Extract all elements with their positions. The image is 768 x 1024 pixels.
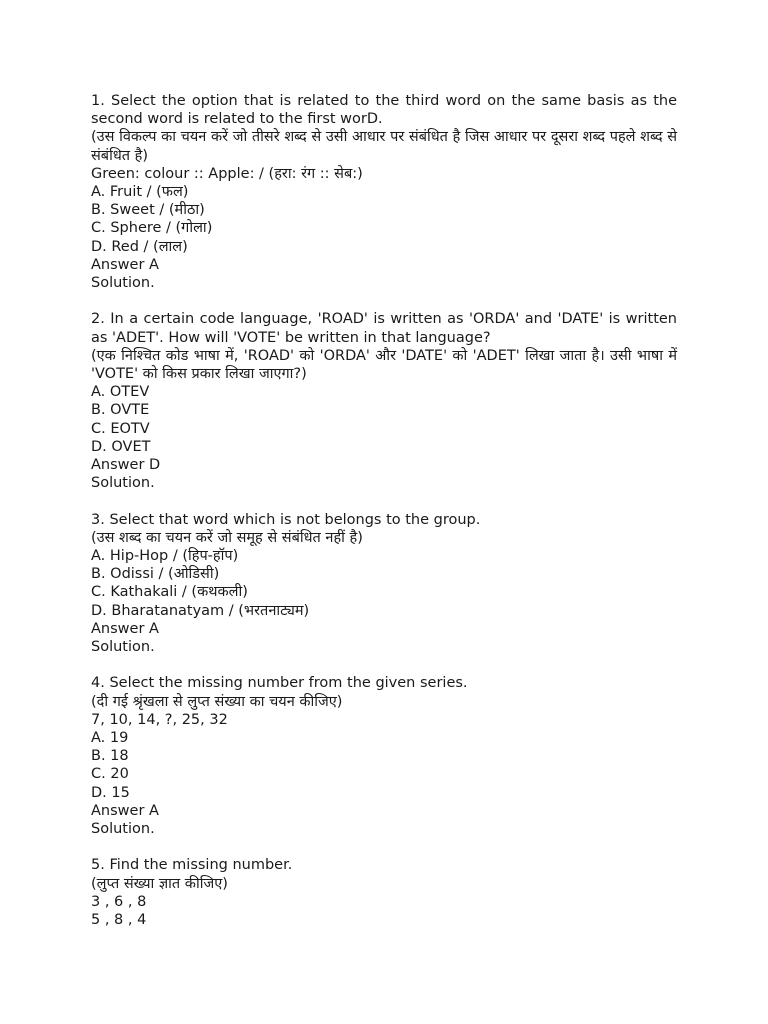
question-3 xyxy=(91,511,677,657)
question-prompt: Green: colour :: Apple: / (हरा: रंग :: सेब:) xyxy=(91,165,363,182)
option-a: A. OTEV xyxy=(91,384,150,401)
option-a: A. Hip-Hop / (हिप-हॉप) xyxy=(91,548,239,565)
solution-line: Solution. xyxy=(91,639,155,656)
question-text: 1. Select the option that is related to the third word on the same basis as the second word is related to the first worD. xyxy=(91,93,677,128)
question-text-hindi: (उस शब्द का चयन करें जो समूह से संबंधित नहीं है) xyxy=(91,529,363,546)
question-text-hindi: (उस विकल्प का चयन करें जो तीसरे शब्द से उसी आधार पर संबंधित है जिस आधार पर दूसरा शब्द पहले शब्द से संबंधित है) xyxy=(91,129,677,164)
option-b: B. OVTE xyxy=(91,402,150,419)
option-c: C. Kathakali / (कथकली) xyxy=(91,584,248,601)
question-text: 2. In a certain code language, 'ROAD' is written as 'ORDA' and 'DATE' is written as 'ADET'. How will 'VOTE' be written in that language? xyxy=(91,311,677,346)
answer-line: Answer A xyxy=(91,620,159,637)
answer-line: Answer D xyxy=(91,457,161,474)
question-5 xyxy=(91,856,677,929)
option-a: A. Fruit / (फल) xyxy=(91,184,189,201)
option-c: C. EOTV xyxy=(91,420,150,437)
question-4 xyxy=(91,674,677,838)
question-text: 5. Find the missing number. xyxy=(91,857,293,874)
option-a: A. 19 xyxy=(91,730,129,747)
question-text-hindi: (एक निश्चित कोड भाषा में, 'ROAD' को 'ORDA' और 'DATE' को 'ADET' लिखा जाता है। उसी भाषा में 'VOTE' को किस प्रकार लिखा जाएगा?) xyxy=(91,347,677,383)
question-list xyxy=(91,92,677,947)
question-text-hindi: (दी गई श्रृंखला से लुप्त संख्या का चयन कीजिए) xyxy=(91,693,343,710)
question-text-hindi: (लुप्त संख्या ज्ञात कीजिए) xyxy=(91,875,228,892)
option-b: B. Odissi / (ओडिसी) xyxy=(91,566,220,583)
option-b: B. 18 xyxy=(91,748,129,765)
option-d: D. Bharatanatyam / (भरतनाट्यम) xyxy=(91,602,310,619)
number-series: 7, 10, 14, ?, 25, 32 xyxy=(91,711,228,728)
option-c: C. Sphere / (गोला) xyxy=(91,220,213,237)
answer-line: Answer A xyxy=(91,256,159,273)
question-2 xyxy=(91,310,677,492)
solution-line: Solution. xyxy=(91,275,155,292)
option-d: D. 15 xyxy=(91,784,130,801)
number-row: 5 , 8 , 4 xyxy=(91,912,147,929)
option-d: D. Red / (लाल) xyxy=(91,238,188,255)
option-c: C. 20 xyxy=(91,766,129,783)
question-text: 3. Select that word which is not belongs to the group. xyxy=(91,511,481,528)
solution-line: Solution. xyxy=(91,475,155,492)
solution-line: Solution. xyxy=(91,821,155,838)
question-text: 4. Select the missing number from the given series. xyxy=(91,675,468,692)
answer-line: Answer A xyxy=(91,802,159,819)
option-d: D. OVET xyxy=(91,438,151,455)
question-1 xyxy=(91,92,677,292)
option-b: B. Sweet / (मीठा) xyxy=(91,202,205,219)
number-row: 3 , 6 , 8 xyxy=(91,893,147,910)
